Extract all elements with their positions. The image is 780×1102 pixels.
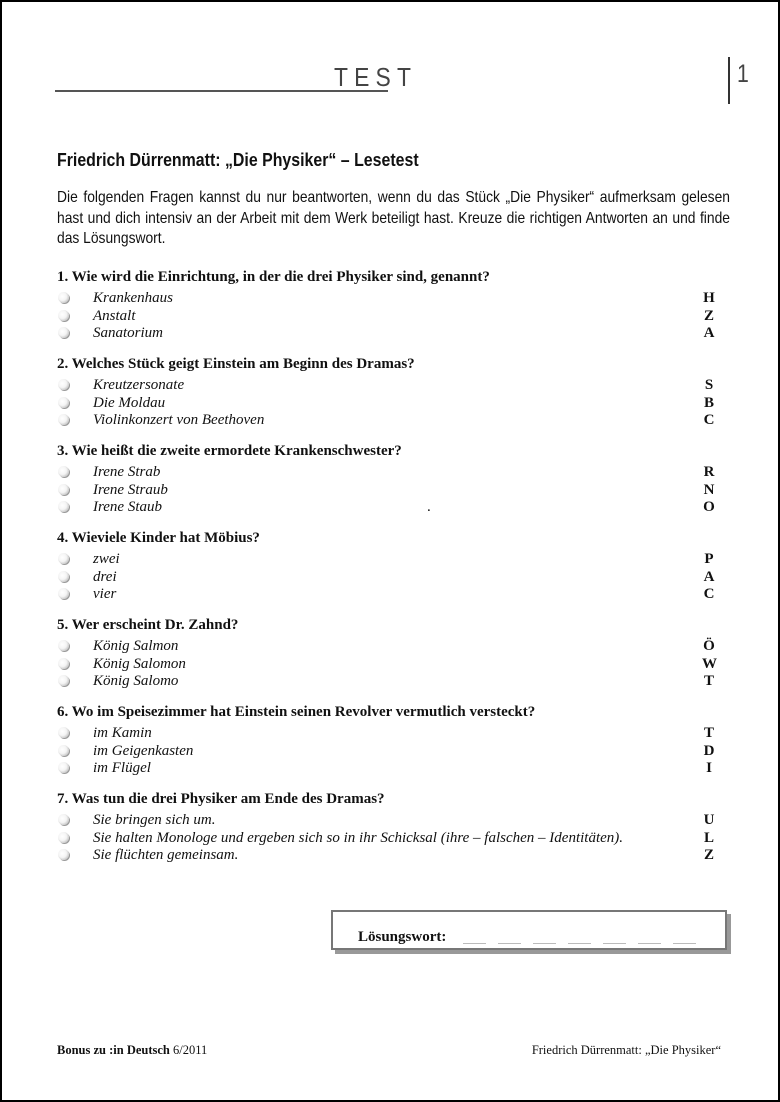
page-number: 1 [737, 60, 749, 88]
answer-label: Violinkonzert von Beethoven [93, 412, 265, 429]
footer-issue: 6/2011 [169, 1043, 208, 1057]
solution-blank[interactable] [638, 943, 661, 944]
answer-option[interactable] [57, 830, 722, 848]
answer-label: Sanatorium [93, 325, 164, 342]
solution-blank[interactable] [673, 943, 696, 944]
footer-right: Friedrich Dürrenmatt: „Die Physiker“ [531, 1043, 721, 1057]
answer-label: Kreutzersonate [93, 377, 185, 393]
answer-letter: W [702, 655, 717, 672]
answer-option[interactable] [57, 656, 722, 674]
answer-letter: A [703, 568, 715, 585]
answer-letter: Ö [703, 638, 715, 654]
answer-label: Irene Straub [93, 481, 168, 498]
answer-label: Irene Strab [93, 464, 161, 480]
answer-option[interactable] [57, 673, 722, 691]
radio-circle-icon[interactable] [58, 414, 69, 425]
footer-left [57, 1043, 207, 1058]
solution-box [331, 910, 727, 950]
answer-letter: C [703, 412, 715, 429]
question-5 [57, 616, 722, 691]
answer-letter: D [703, 742, 715, 759]
question-text: 6. Wo im Speisezimmer hat Einstein seinen Revolver vermutlich versteckt? [57, 704, 536, 720]
question-text: 4. Wieviele Kinder hat Möbius? [57, 530, 260, 546]
solution-blank[interactable] [568, 943, 591, 944]
radio-circle-icon[interactable] [58, 571, 69, 582]
radio-circle-icon[interactable] [58, 327, 69, 338]
answer-option[interactable] [57, 638, 722, 656]
answer-label: Die Moldau [93, 394, 166, 411]
answer-letter: A [703, 325, 715, 342]
answer-label: König Salomo [93, 673, 179, 690]
question-3 [57, 442, 722, 517]
answer-option[interactable] [57, 482, 722, 500]
radio-circle-icon[interactable] [58, 675, 69, 686]
answer-letter: B [703, 394, 714, 411]
answer-label: Irene Staub [93, 499, 163, 516]
answer-option[interactable] [57, 760, 722, 778]
question-6 [57, 703, 722, 778]
solution-blank[interactable] [463, 943, 486, 944]
radio-circle-icon[interactable] [58, 658, 69, 669]
answer-option[interactable] [57, 586, 722, 604]
radio-circle-icon[interactable] [58, 849, 69, 860]
question-text: 7. Was tun die drei Physiker am Ende des Dramas? [57, 791, 385, 807]
radio-circle-icon[interactable] [58, 484, 69, 495]
document-title: Friedrich Dürrenmatt: „Die Physiker“ – Lesetest [57, 149, 419, 170]
answer-letter: S [704, 377, 714, 393]
question-text: 2. Welches Stück geigt Einstein am Beginn des Dramas? [57, 356, 415, 372]
answer-letter: C [703, 586, 715, 603]
answer-option[interactable] [57, 725, 722, 743]
solution-label: Lösungswort: [358, 929, 447, 945]
answer-label: drei [93, 568, 117, 585]
answer-label: König Salomon [93, 655, 186, 672]
solution-blanks [463, 943, 708, 944]
answer-label: Sie halten Monologe und ergeben sich so in ihr Schicksal (ihre – falschen – Identitäten). [93, 829, 624, 846]
answer-letter: U [703, 812, 715, 828]
radio-circle-icon[interactable] [58, 727, 69, 738]
answer-letter: H [703, 290, 715, 306]
answer-label: im Geigenkasten [93, 742, 194, 759]
answer-label: im Flügel [93, 760, 151, 777]
answer-label: König Salmon [93, 638, 179, 654]
answer-option[interactable] [57, 290, 722, 308]
answer-label: vier [93, 586, 117, 603]
answer-option[interactable] [57, 325, 722, 343]
answer-letter: I [706, 760, 712, 777]
answer-label: im Kamin [93, 725, 152, 741]
radio-circle-icon[interactable] [58, 553, 69, 564]
radio-circle-icon[interactable] [58, 745, 69, 756]
answer-option[interactable] [57, 499, 722, 517]
footer-publication: Bonus zu :in Deutsch [57, 1043, 170, 1057]
answer-option[interactable] [57, 743, 722, 761]
solution-blank[interactable] [533, 943, 556, 944]
answer-letter: Z [703, 307, 714, 324]
radio-circle-icon[interactable] [58, 379, 69, 390]
answer-option[interactable] [57, 308, 722, 326]
radio-circle-icon[interactable] [58, 814, 69, 825]
question-text: 5. Wer erscheint Dr. Zahnd? [57, 617, 239, 633]
radio-circle-icon[interactable] [58, 310, 69, 321]
radio-circle-icon[interactable] [58, 762, 69, 773]
intro-paragraph: Die folgenden Fragen kannst du nur beantworten, wenn du das Stück „Die Physiker“ aufmerksam gelesen hast und dich intensiv an der Arbeit mit dem Werk beteiligt hast. Kreuze die richtigen Antworten an und finde das Lösungswort. [57, 189, 730, 247]
header-divider [728, 57, 730, 104]
answer-letter: T [703, 725, 714, 741]
answer-option[interactable] [57, 412, 722, 430]
question-4 [57, 529, 722, 604]
answer-letter: O [703, 499, 715, 516]
radio-circle-icon[interactable] [58, 397, 69, 408]
answer-option[interactable] [57, 847, 722, 865]
radio-circle-icon[interactable] [58, 466, 69, 477]
answer-label: Sie bringen sich um. [93, 812, 216, 828]
answer-letter: R [703, 464, 715, 480]
question-text: 3. Wie heißt die zweite ermordete Krankenschwester? [57, 443, 402, 459]
header-title: TEST [334, 62, 418, 92]
answer-letter: Z [703, 847, 714, 864]
radio-circle-icon[interactable] [58, 832, 69, 843]
question-text: 1. Wie wird die Einrichtung, in der die drei Physiker sind, genannt? [57, 269, 490, 285]
question-1 [57, 268, 722, 343]
answer-letter: P [704, 551, 714, 567]
radio-circle-icon[interactable] [58, 501, 69, 512]
solution-blank[interactable] [498, 943, 521, 944]
answer-option[interactable] [57, 569, 722, 587]
answer-letter: L [703, 829, 714, 846]
answer-option[interactable] [57, 812, 722, 830]
answer-letter: N [703, 481, 715, 498]
solution-blank[interactable] [603, 943, 626, 944]
answer-label: Krankenhaus [93, 290, 173, 306]
radio-circle-icon[interactable] [58, 588, 69, 599]
radio-circle-icon[interactable] [58, 640, 69, 651]
stray-mark: . [427, 499, 431, 516]
answer-option[interactable] [57, 464, 722, 482]
answer-letter: T [703, 673, 714, 690]
answer-option[interactable] [57, 395, 722, 413]
question-7 [57, 790, 722, 865]
radio-circle-icon[interactable] [58, 292, 69, 303]
answer-label: zwei [93, 551, 120, 567]
answer-option[interactable] [57, 377, 722, 395]
answer-label: Anstalt [93, 307, 136, 324]
answer-label: Sie flüchten gemeinsam. [93, 847, 239, 864]
question-2 [57, 355, 722, 430]
answer-option[interactable] [57, 551, 722, 569]
